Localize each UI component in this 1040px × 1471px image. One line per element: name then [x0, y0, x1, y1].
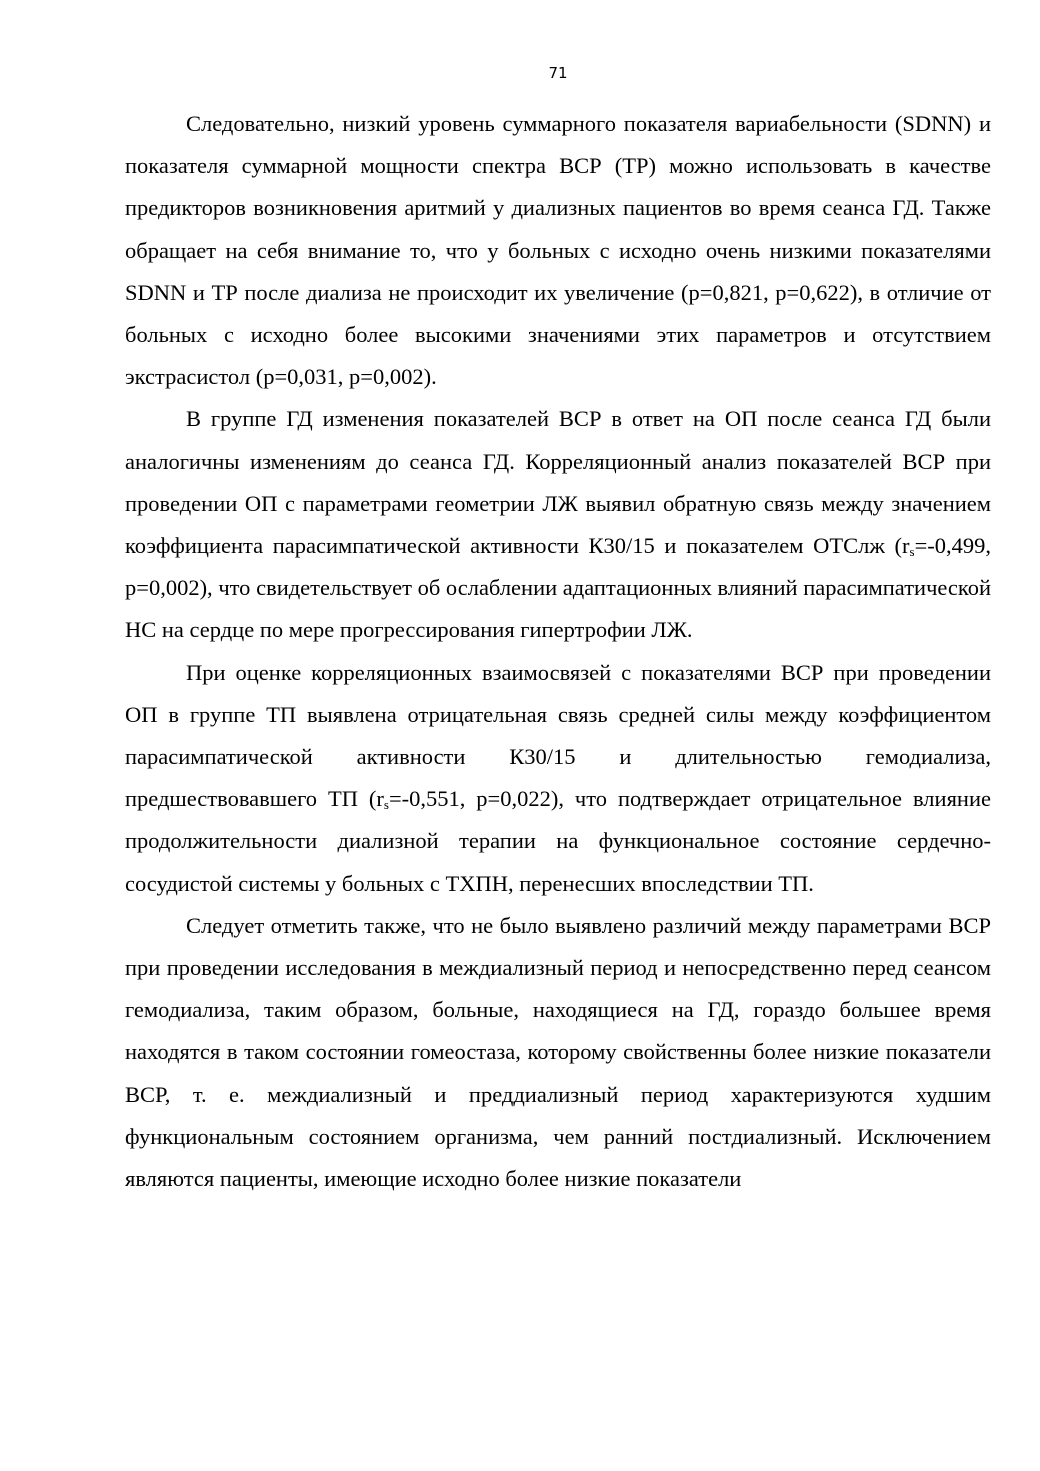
paragraph-2	[125, 398, 991, 651]
paragraph-1-text: Следовательно, низкий уровень суммарного показателя вариабельности (SDNN) и показателя суммарной мощности спектра ВСР (ТР) можно использовать в качестве предикторов возникновения аритмий у диализных пациентов во время сеанса ГД. Также обращает на себя внимание то, что у больных с исходно очень низкими показателями SDNN и ТР после диализа не происходит их увеличение (p=0,821, p=0,622), в отличие от больных с исходно более высокими значениями этих параметров и отсутствием экстрасистол (p=0,031, p=0,002).	[125, 111, 991, 390]
paragraph-3-text-b: =-0,551, p=0,022), что подтверждает отрицательное влияние продолжительности диализной терапии на функциональное состояние сердечно-сосудистой системы у больных с ТХПН, перенесших впоследствии ТП.	[125, 786, 991, 896]
paragraph-4-text: Следует отметить также, что не было выявлено различий между параметрами ВСР при проведении исследования в междиализный период и непосредственно перед сеансом гемодиализа, таким образом, больные, находящиеся на ГД, гораздо большее время находятся в таком состоянии гомеостаза, которому свойственны более низкие показатели ВСР, т. е. междиализный и преддиализный период характеризуются худшим функциональным состоянием организма, чем ранний постдиализный. Исключением являются пациенты, имеющие исходно более низкие показатели	[125, 912, 991, 1192]
paragraph-2-text-a: В группе ГД изменения показателей ВСР в ответ на ОП после сеанса ГД были аналогичны изменениям до сеанса ГД. Корреляционный анализ показателей ВСР при проведении ОП с параметрами геометрии ЛЖ выявил обратную связь между значением коэффициента парасимпатической активности К30/15 и показателем ОТСлж (r	[125, 406, 991, 559]
paragraph-3-text-a: При оценке корреляционных взаимосвязей с показателями ВСР при проведении ОП в группе ТП выявлена отрицательная связь средней силы между коэффициентом парасимпатической активности К30/15 и длительностью гемодиализа, предшествовавшего ТП (r	[125, 659, 991, 812]
paragraph-4	[125, 905, 991, 1200]
paragraph-2-text-b: =-0,499, p=0,002), что свидетельствует об ослаблении адаптационных влияний парасимпатической НС на сердце по мере прогрессирования гипертрофии ЛЖ.	[125, 533, 991, 643]
paragraph-1	[125, 103, 991, 398]
subscript-s: s	[909, 544, 915, 560]
subscript-s: s	[383, 797, 389, 813]
body-text	[125, 103, 991, 1200]
paragraph-3	[125, 652, 991, 905]
page-number: 71	[548, 64, 568, 82]
